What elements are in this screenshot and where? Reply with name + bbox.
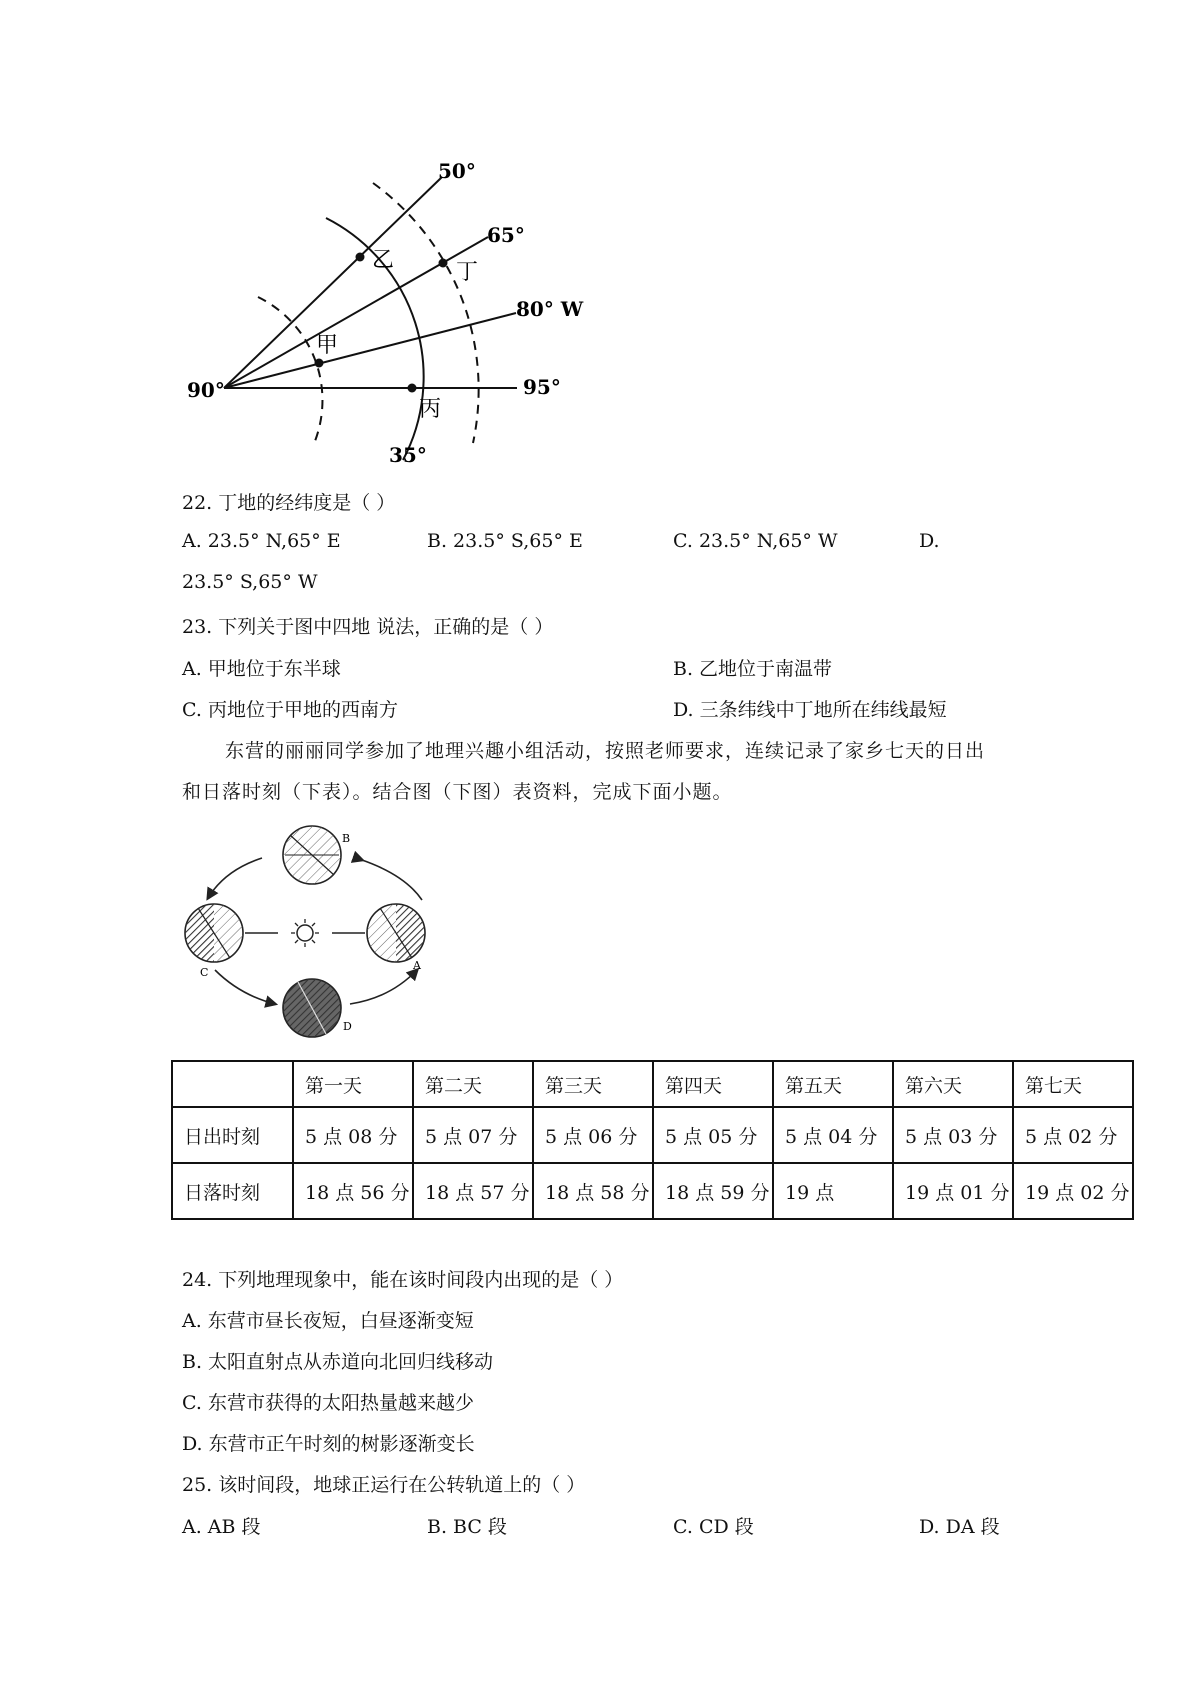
label-50: 50°: [438, 159, 476, 183]
label-d: D: [343, 1020, 352, 1033]
intro-line-1: 东营的丽丽同学参加了地理兴趣小组活动，按照老师要求，连续记录了家乡七天的日出: [225, 740, 986, 762]
lat-lon-diagram: [0, 0, 620, 480]
q22-option-c: C. 23.5° N,65° W: [673, 530, 838, 552]
table-cell: 5 点 07 分: [413, 1107, 533, 1163]
earth-c: [185, 904, 243, 962]
q23-option-d: D. 三条纬线中丁地所在纬线最短: [673, 699, 947, 721]
q25-option-d: D. DA 段: [919, 1516, 1000, 1538]
label-80w: 80° W: [516, 297, 584, 321]
orbit-arc-ba: [362, 860, 422, 900]
label-90: 90°: [187, 378, 225, 402]
q24-option-d: D. 东营市正午时刻的树影逐渐变长: [182, 1433, 475, 1455]
label-65: 65°: [487, 223, 525, 247]
earth-a: [367, 904, 425, 962]
table-cell: [172, 1061, 293, 1107]
q25-stem: 25. 该时间段，地球正运行在公转轨道上的（ ）: [182, 1474, 586, 1496]
table-cell: 第二天: [413, 1061, 533, 1107]
table-cell: 18 点 56 分: [293, 1163, 413, 1219]
table-cell: 5 点 06 分: [533, 1107, 653, 1163]
label-b: B: [342, 832, 351, 845]
table-cell: 第三天: [533, 1061, 653, 1107]
table-header-row: [172, 1061, 1133, 1107]
label-95: 95°: [523, 375, 561, 399]
sunrise-sunset-table: [171, 1060, 1134, 1220]
q23-option-c: C. 丙地位于甲地的西南方: [182, 699, 398, 721]
table-row: [172, 1163, 1133, 1219]
label-ding: 丁: [456, 260, 479, 285]
table-cell: 第四天: [653, 1061, 773, 1107]
point-ding: [439, 259, 448, 268]
q24-stem: 24. 下列地理现象中，能在该时间段内出现的是（ ）: [182, 1269, 624, 1291]
table-cell: 19 点 02 分: [1013, 1163, 1133, 1219]
table-cell: 5 点 03 分: [893, 1107, 1013, 1163]
earth-d: [283, 979, 341, 1037]
intro-line-2: 和日落时刻（下表）。结合图（下图）表资料，完成下面小题。: [182, 781, 733, 803]
table-cell: 18 点 59 分: [653, 1163, 773, 1219]
table-cell: 第七天: [1013, 1061, 1133, 1107]
q25-option-a: A. AB 段: [182, 1516, 261, 1538]
table-cell: 19 点: [773, 1163, 893, 1219]
label-c: C: [200, 966, 209, 979]
q22-option-d: D.: [919, 530, 940, 552]
label-jia: 甲: [316, 333, 339, 358]
table-cell: 18 点 58 分: [533, 1163, 653, 1219]
table-cell: 5 点 05 分: [653, 1107, 773, 1163]
label-yi: 乙: [372, 248, 395, 273]
table-row: [172, 1107, 1133, 1163]
table-cell: 5 点 04 分: [773, 1107, 893, 1163]
table-cell: 5 点 08 分: [293, 1107, 413, 1163]
earth-b: [283, 826, 341, 884]
q25-option-b: B. BC 段: [427, 1516, 507, 1538]
point-bing: [408, 384, 417, 393]
table-cell: 第五天: [773, 1061, 893, 1107]
q22-option-d-value: 23.5° S,65° W: [182, 571, 318, 593]
q23-stem: 23. 下列关于图中四地 说法，正确的是（ ）: [182, 616, 554, 638]
table-cell: 5 点 02 分: [1013, 1107, 1133, 1163]
table-cell: 日出时刻: [172, 1107, 293, 1163]
point-yi: [356, 253, 365, 262]
table-cell: 第一天: [293, 1061, 413, 1107]
label-35: 35°: [389, 443, 427, 467]
orbit-arc-bc: [208, 858, 262, 898]
orbit-arc-cd: [215, 970, 275, 1004]
q22-option-a: A. 23.5° N,65° E: [182, 530, 341, 552]
q24-option-b: B. 太阳直射点从赤道向北回归线移动: [182, 1351, 494, 1373]
table-cell: 日落时刻: [172, 1163, 293, 1219]
q23-option-a: A. 甲地位于东半球: [182, 658, 341, 680]
q24-option-a: A. 东营市昼长夜短，白昼逐渐变短: [182, 1310, 474, 1332]
sun-icon: [291, 919, 319, 947]
q23-option-b: B. 乙地位于南温带: [673, 658, 833, 680]
point-jia: [315, 359, 324, 368]
q25-option-c: C. CD 段: [673, 1516, 754, 1538]
orbit-arc-da: [350, 970, 417, 1004]
table-cell: 19 点 01 分: [893, 1163, 1013, 1219]
orbit-diagram: [170, 820, 480, 1040]
q22-option-b: B. 23.5° S,65° E: [427, 530, 583, 552]
table-cell: 第六天: [893, 1061, 1013, 1107]
q24-option-c: C. 东营市获得的太阳热量越来越少: [182, 1392, 474, 1414]
label-a: A: [413, 959, 421, 972]
label-bing: 丙: [419, 397, 442, 422]
table-cell: 18 点 57 分: [413, 1163, 533, 1219]
q22-stem: 22. 丁地的经纬度是（ ）: [182, 492, 396, 514]
meridian-80: [224, 313, 516, 388]
